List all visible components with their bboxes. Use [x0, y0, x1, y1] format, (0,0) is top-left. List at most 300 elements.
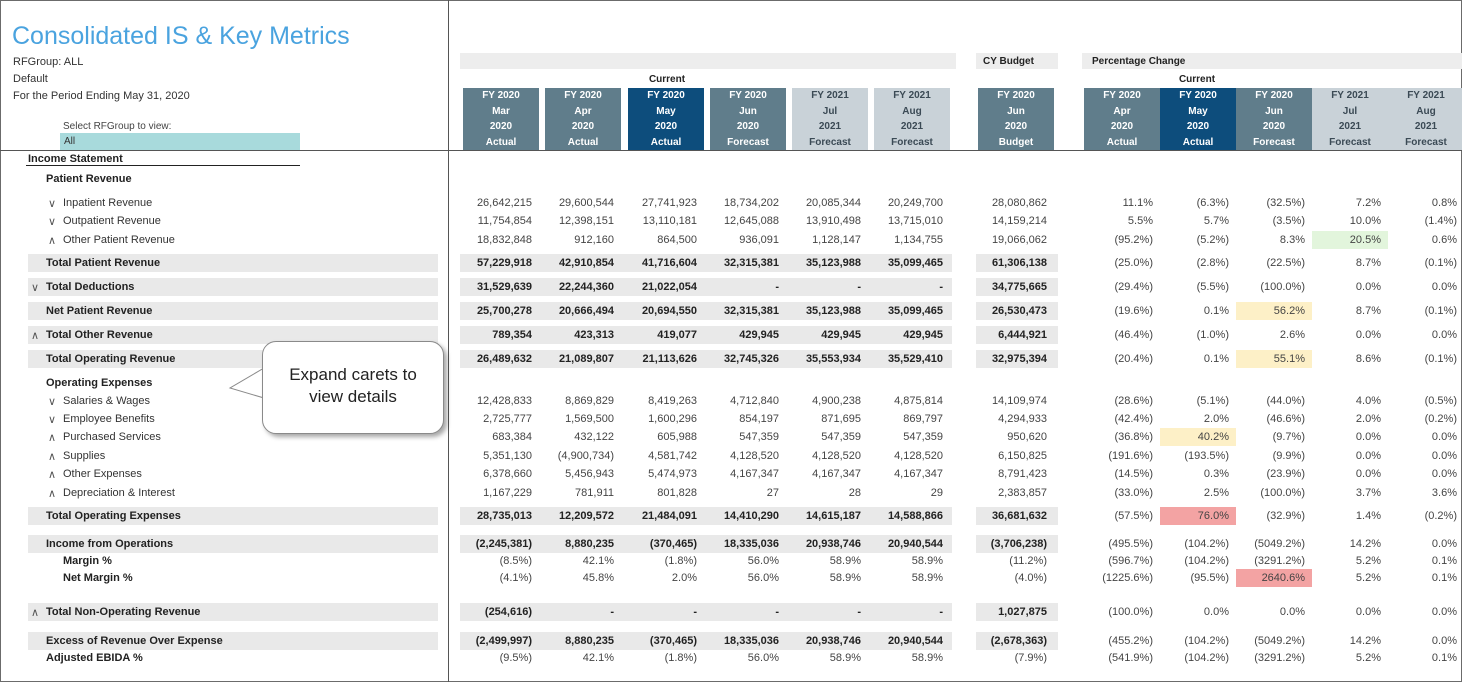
cell-value: 10.0%	[1349, 215, 1381, 227]
scenario-line: Default	[13, 73, 48, 85]
cell-value: (495.5%)	[1108, 538, 1153, 550]
cell-value: (57.5%)	[1114, 510, 1153, 522]
column-header-fy: FY 2021	[1407, 90, 1445, 101]
cell-value: 42.1%	[582, 555, 614, 567]
expand-carets-callout	[262, 341, 444, 434]
cell-value: 4,581,742	[648, 450, 697, 462]
cell-value: 26,489,632	[476, 353, 532, 365]
cell-value: 4,167,347	[730, 468, 779, 480]
cell-value: 0.1%	[1431, 652, 1457, 664]
cell-value: 14,109,974	[991, 395, 1047, 407]
column-header-year: 2021	[1414, 121, 1438, 132]
row-label: Total Non-Operating Revenue	[46, 606, 201, 618]
cell-value: 5.2%	[1355, 572, 1381, 584]
cell-value: 8,880,235	[565, 635, 614, 647]
cell-value: 41,716,604	[641, 257, 697, 269]
column-header-month: Jul	[1342, 105, 1358, 117]
column-header-month: Jun	[1265, 105, 1283, 117]
cell-value: 18,335,036	[723, 635, 779, 647]
column-header-month: May	[656, 105, 676, 117]
cell-value: (4,900,734)	[557, 450, 614, 462]
total-row	[0, 278, 1462, 296]
caret-down-icon[interactable]: ∨	[30, 282, 40, 294]
cell-value: 4.0%	[1355, 395, 1381, 407]
cell-value: 3.7%	[1355, 487, 1381, 499]
row-label: Total Operating Expenses	[46, 510, 181, 522]
cell-value: (8.5%)	[499, 555, 532, 567]
row-label: Adjusted EBIDA %	[46, 652, 143, 664]
row-label: Total Deductions	[46, 281, 135, 293]
cell-value: (46.6%)	[1266, 413, 1305, 425]
column-header-year: 2020	[1004, 121, 1028, 132]
cell-value: 12,209,572	[558, 510, 614, 522]
cell-value: 14,588,866	[887, 510, 943, 522]
cell-value: 0.6%	[1431, 234, 1457, 246]
column-header-type: Actual	[1182, 136, 1214, 148]
cell-value: 2.6%	[1279, 329, 1305, 341]
cell-value: 871,695	[821, 413, 861, 425]
cell-value: 11,754,854	[477, 215, 532, 227]
cell-value: 29	[930, 487, 943, 499]
column-header-year: 2021	[900, 121, 924, 132]
cell-value: 6,378,660	[483, 468, 532, 480]
cell-value: 18,832,848	[476, 234, 532, 246]
cell-value: -	[939, 281, 943, 293]
caret-up-icon[interactable]: ∧	[47, 469, 57, 481]
cell-value: (4.0%)	[1014, 572, 1047, 584]
detail-row	[0, 484, 1462, 502]
cell-value: 18,335,036	[723, 538, 779, 550]
cell-value: (23.9%)	[1266, 468, 1305, 480]
cell-value: 2,725,777	[483, 413, 532, 425]
current-label: Current	[648, 74, 686, 85]
cell-value: (6.3%)	[1196, 197, 1229, 209]
column-header	[1236, 88, 1312, 150]
actuals-band	[460, 53, 956, 69]
caret-down-icon[interactable]: ∨	[47, 216, 57, 228]
cell-value: 28	[848, 487, 861, 499]
detail-row	[0, 428, 1462, 446]
column-header	[1312, 88, 1388, 150]
cell-value: 864,500	[657, 234, 697, 246]
detail-row	[0, 231, 1462, 249]
cell-value: 61,306,138	[991, 257, 1047, 269]
cell-value: 0.0%	[1355, 468, 1381, 480]
cell-value: 781,911	[575, 487, 614, 499]
cell-value: (36.8%)	[1114, 431, 1153, 443]
cell-value: 1,167,229	[483, 487, 532, 499]
cell-value: 5,456,943	[565, 468, 614, 480]
column-header-fy: FY 2020	[1103, 90, 1141, 101]
cell-value: (32.9%)	[1266, 510, 1305, 522]
cell-value: (100.0%)	[1260, 281, 1305, 293]
cell-value: (5049.2%)	[1254, 635, 1305, 647]
cell-value: -	[857, 606, 861, 618]
cell-value: 4,167,347	[812, 468, 861, 480]
cell-value: 36,681,632	[991, 510, 1047, 522]
row-label: Margin %	[63, 555, 112, 567]
cell-value: 0.0%	[1355, 450, 1381, 462]
total-row	[0, 507, 1462, 525]
cell-value: -	[775, 281, 779, 293]
cell-value: 2.0%	[1203, 413, 1229, 425]
cell-value: 26,642,215	[476, 197, 532, 209]
total-row	[0, 302, 1462, 320]
cell-value: 20,938,746	[805, 538, 861, 550]
cell-value: 34,775,665	[991, 281, 1047, 293]
cell-value: 21,022,054	[641, 281, 697, 293]
cell-value: 936,091	[739, 234, 779, 246]
caret-down-icon[interactable]: ∨	[47, 396, 57, 408]
cell-value: (5.2%)	[1196, 234, 1229, 246]
section-heading-row	[0, 170, 1462, 188]
cell-value: 605,988	[657, 431, 697, 443]
cell-value: (9.9%)	[1272, 450, 1305, 462]
cell-value: (104.2%)	[1184, 555, 1229, 567]
cell-value: 8.7%	[1355, 305, 1381, 317]
cell-value: 14,410,290	[723, 510, 779, 522]
cell-value: 20,666,494	[558, 305, 614, 317]
cell-value: 18,734,202	[723, 197, 779, 209]
cell-value: 423,313	[574, 329, 614, 341]
row-label: Supplies	[63, 450, 106, 462]
cell-value: 5.2%	[1355, 652, 1381, 664]
cell-value: 4,712,840	[730, 395, 779, 407]
cell-value: 8,419,263	[648, 395, 697, 407]
cell-value: 8.6%	[1355, 353, 1381, 365]
column-header-fy: FY 2020	[997, 90, 1035, 101]
cell-value: (100.0%)	[1260, 487, 1305, 499]
cell-value: 0.0%	[1431, 635, 1457, 647]
cell-value: 683,384	[492, 431, 532, 443]
cell-value: 55.1%	[1273, 353, 1305, 365]
cell-value: 6,150,825	[998, 450, 1047, 462]
column-header-fy: FY 2021	[1331, 90, 1369, 101]
period-line: For the Period Ending May 31, 2020	[13, 90, 190, 102]
column-header-type: Forecast	[1329, 136, 1371, 148]
cell-value: (1225.6%)	[1102, 572, 1153, 584]
total-row	[0, 535, 1462, 553]
caret-up-icon[interactable]: ∧	[30, 330, 40, 342]
cell-value: 0.0%	[1431, 450, 1457, 462]
cell-value: 35,529,410	[887, 353, 943, 365]
row-label: Other Expenses	[63, 468, 142, 480]
cell-value: 32,315,381	[723, 305, 779, 317]
cell-value: (0.1%)	[1424, 305, 1457, 317]
cell-value: (1.0%)	[1196, 329, 1229, 341]
cell-value: (22.5%)	[1266, 257, 1305, 269]
cell-value: (193.5%)	[1184, 450, 1229, 462]
cell-value: (1.4%)	[1424, 215, 1457, 227]
income-statement-underline	[26, 165, 300, 166]
row-label: Salaries & Wages	[63, 395, 151, 407]
total-row	[0, 350, 1462, 368]
cell-value: 4,128,520	[812, 450, 861, 462]
freeze-pane-horizontal	[0, 150, 1462, 151]
column-header-type: Actual	[650, 136, 682, 148]
cell-value: (95.2%)	[1114, 234, 1153, 246]
caret-up-icon[interactable]: ∧	[30, 607, 40, 619]
cell-value: 8,880,235	[565, 538, 614, 550]
total-row	[0, 632, 1462, 650]
cell-value: (0.2%)	[1424, 510, 1457, 522]
column-header-fy: FY 2020	[482, 90, 520, 101]
cell-value: 1,128,147	[812, 234, 861, 246]
caret-up-icon[interactable]: ∧	[47, 451, 57, 463]
cell-value: 0.1%	[1431, 555, 1457, 567]
column-header-type: Actual	[1106, 136, 1138, 148]
cell-value: 58.9%	[829, 555, 861, 567]
cell-value: 14.2%	[1349, 635, 1381, 647]
cell-value: 0.0%	[1431, 468, 1457, 480]
cell-value: (2.8%)	[1196, 257, 1229, 269]
callout-line-2: view details	[309, 387, 397, 406]
cell-value: 58.9%	[829, 652, 861, 664]
cell-value: 20,694,550	[641, 305, 697, 317]
cell-value: 1,600,296	[648, 413, 697, 425]
cell-value: 14.2%	[1349, 538, 1381, 550]
column-header-year: 2020	[1110, 121, 1134, 132]
cell-value: 32,975,394	[991, 353, 1047, 365]
cell-value: 2.0%	[1355, 413, 1381, 425]
column-header-fy: FY 2021	[811, 90, 849, 101]
column-header-type: Forecast	[1253, 136, 1295, 148]
cell-value: 14,159,214	[991, 215, 1047, 227]
column-header-fy: FY 2021	[893, 90, 931, 101]
cell-value: 0.3%	[1203, 468, 1229, 480]
section-heading-row	[0, 374, 1462, 392]
cell-value: 950,620	[1007, 431, 1047, 443]
cell-value: 5.5%	[1127, 215, 1153, 227]
total-row	[0, 649, 1462, 667]
column-header-month: Jun	[739, 105, 757, 117]
column-header-type: Forecast	[809, 136, 851, 148]
caret-down-icon[interactable]: ∨	[47, 198, 57, 210]
column-header-type: Actual	[567, 136, 599, 148]
cell-value: 6,444,921	[998, 329, 1047, 341]
cell-value: (5049.2%)	[1254, 538, 1305, 550]
cell-value: (2,499,997)	[475, 635, 532, 647]
cell-value: 8,791,423	[998, 468, 1047, 480]
cell-value: -	[775, 606, 779, 618]
cell-value: 21,484,091	[641, 510, 697, 522]
cell-value: (9.7%)	[1272, 431, 1305, 443]
cell-value: (104.2%)	[1184, 652, 1229, 664]
cell-value: 0.1%	[1203, 353, 1229, 365]
rfgroup-select-label: Select RFGroup to view:	[63, 121, 172, 132]
column-header-month: Mar	[492, 105, 510, 117]
cell-value: (3291.2%)	[1254, 555, 1305, 567]
cell-value: 14,615,187	[805, 510, 861, 522]
cell-value: (3.5%)	[1272, 215, 1305, 227]
cell-value: 20,085,344	[805, 197, 861, 209]
cell-value: 76.0%	[1197, 510, 1229, 522]
column-header-type: Forecast	[891, 136, 933, 148]
cell-value: 32,745,326	[723, 353, 779, 365]
cell-value: 56.0%	[747, 555, 779, 567]
callout-line-1: Expand carets to	[289, 365, 417, 384]
cell-value: (7.9%)	[1014, 652, 1047, 664]
cell-value: 25,700,278	[476, 305, 532, 317]
detail-row	[0, 194, 1462, 212]
cell-value: 1,569,500	[565, 413, 614, 425]
caret-down-icon[interactable]: ∨	[47, 414, 57, 426]
cell-value: 19,066,062	[991, 234, 1047, 246]
cell-value: 547,359	[739, 431, 779, 443]
cell-value: -	[610, 606, 614, 618]
cell-value: 58.9%	[829, 572, 861, 584]
row-label: Outpatient Revenue	[63, 215, 161, 227]
column-header-type: Actual	[485, 136, 517, 148]
column-header-year: 2020	[736, 121, 760, 132]
cell-value: 0.8%	[1431, 197, 1457, 209]
cell-value: (104.2%)	[1184, 538, 1229, 550]
cell-value: 869,797	[903, 413, 943, 425]
cell-value: (0.5%)	[1424, 395, 1457, 407]
cell-value: 20,249,700	[887, 197, 943, 209]
detail-row	[0, 410, 1462, 428]
cell-value: (5.5%)	[1196, 281, 1229, 293]
cell-value: 42,910,854	[558, 257, 614, 269]
column-header-type: Forecast	[1405, 136, 1447, 148]
cell-value: 5,351,130	[483, 450, 532, 462]
cell-value: 8.7%	[1355, 257, 1381, 269]
row-label: Inpatient Revenue	[63, 197, 153, 209]
cell-value: (2,245,381)	[475, 538, 532, 550]
column-header-month: Apr	[1113, 105, 1131, 117]
column-header-year: 2020	[1186, 121, 1210, 132]
cell-value: (0.1%)	[1424, 353, 1457, 365]
cell-value: (14.5%)	[1114, 468, 1153, 480]
cell-value: (2,678,363)	[990, 635, 1047, 647]
cell-value: 0.0%	[1431, 538, 1457, 550]
cell-value: (33.0%)	[1114, 487, 1153, 499]
caret-up-icon[interactable]: ∧	[47, 432, 57, 444]
cell-value: 32,315,381	[723, 257, 779, 269]
cell-value: 547,359	[903, 431, 943, 443]
column-header	[710, 88, 786, 150]
total-row	[0, 603, 1462, 621]
column-header	[792, 88, 868, 150]
row-label: Income from Operations	[46, 538, 174, 550]
cell-value: 801,828	[657, 487, 697, 499]
cell-value: 42.1%	[582, 652, 614, 664]
cell-value: 429,945	[739, 329, 779, 341]
cell-value: 547,359	[821, 431, 861, 443]
cell-value: 0.0%	[1355, 281, 1381, 293]
cell-value: 12,428,833	[476, 395, 532, 407]
column-header-year: 2020	[571, 121, 595, 132]
cell-value: 58.9%	[911, 572, 943, 584]
cell-value: 0.0%	[1355, 431, 1381, 443]
cell-value: 20,940,544	[887, 538, 943, 550]
cell-value: 58.9%	[911, 555, 943, 567]
cell-value: -	[693, 606, 697, 618]
cell-value: 3.6%	[1431, 487, 1457, 499]
cell-value: 7.2%	[1355, 197, 1381, 209]
cell-value: 5.2%	[1355, 555, 1381, 567]
row-label: Other Patient Revenue	[63, 234, 175, 246]
cell-value: 40.2%	[1197, 431, 1229, 443]
total-row	[0, 552, 1462, 570]
cell-value: 0.0%	[1431, 281, 1457, 293]
cell-value: (191.6%)	[1108, 450, 1153, 462]
column-header-year: 2020	[489, 121, 513, 132]
row-label: Excess of Revenue Over Expense	[46, 635, 223, 647]
cell-value: 0.0%	[1203, 606, 1229, 618]
cell-value: (1.8%)	[664, 652, 697, 664]
caret-up-icon[interactable]: ∧	[47, 235, 57, 247]
cell-value: -	[939, 606, 943, 618]
column-header	[1084, 88, 1160, 150]
column-header-year: 2021	[818, 121, 842, 132]
income-statement-heading: Income Statement	[28, 153, 123, 165]
cell-value: 20,938,746	[805, 635, 861, 647]
cell-value: 27,741,923	[641, 197, 697, 209]
caret-up-icon[interactable]: ∧	[47, 488, 57, 500]
column-header-fy: FY 2020	[564, 90, 602, 101]
cell-value: -	[857, 281, 861, 293]
cell-value: 2.5%	[1203, 487, 1229, 499]
cell-value: (1.8%)	[664, 555, 697, 567]
cell-value: (100.0%)	[1108, 606, 1153, 618]
cell-value: 5,474,973	[648, 468, 697, 480]
cell-value: 35,099,465	[887, 305, 943, 317]
cell-value: 0.0%	[1431, 329, 1457, 341]
cell-value: 5.7%	[1203, 215, 1229, 227]
cell-value: 0.0%	[1355, 329, 1381, 341]
detail-row	[0, 212, 1462, 230]
rfgroup-select[interactable]: All	[60, 133, 300, 150]
cell-value: 429,945	[903, 329, 943, 341]
column-header-type: Forecast	[727, 136, 769, 148]
cell-value: 0.1%	[1203, 305, 1229, 317]
cell-value: (42.4%)	[1114, 413, 1153, 425]
cell-value: 4,167,347	[894, 468, 943, 480]
cell-value: 11.1%	[1122, 197, 1153, 209]
budget-group-label: CY Budget	[983, 56, 1034, 67]
cell-value: 912,160	[574, 234, 614, 246]
cell-value: (11.2%)	[1009, 555, 1047, 567]
cell-value: 31,529,639	[476, 281, 532, 293]
column-header-fy: FY 2020	[729, 90, 767, 101]
cell-value: 45.8%	[582, 572, 614, 584]
cell-value: 12,398,151	[558, 215, 614, 227]
column-header	[978, 88, 1054, 150]
row-label: Net Patient Revenue	[46, 305, 153, 317]
cell-value: (46.4%)	[1114, 329, 1153, 341]
column-header-month: Jul	[822, 105, 838, 117]
pct-change-group-label: Percentage Change	[1092, 56, 1186, 67]
cell-value: (0.2%)	[1424, 413, 1457, 425]
detail-row	[0, 392, 1462, 410]
cell-value: 4,128,520	[730, 450, 779, 462]
cell-value: (19.6%)	[1114, 305, 1153, 317]
cell-value: (4.1%)	[499, 572, 532, 584]
cell-value: 1.4%	[1355, 510, 1381, 522]
column-header	[1160, 88, 1236, 150]
cell-value: (9.5%)	[499, 652, 532, 664]
cell-value: 21,089,807	[558, 353, 614, 365]
column-header	[463, 88, 539, 150]
total-row	[0, 254, 1462, 272]
cell-value: 56.0%	[747, 652, 779, 664]
cell-value: (20.4%)	[1114, 353, 1153, 365]
column-header-fy: FY 2020	[1255, 90, 1293, 101]
cell-value: (3291.2%)	[1254, 652, 1305, 664]
cell-value: (29.4%)	[1114, 281, 1153, 293]
cell-value: 789,354	[492, 329, 532, 341]
